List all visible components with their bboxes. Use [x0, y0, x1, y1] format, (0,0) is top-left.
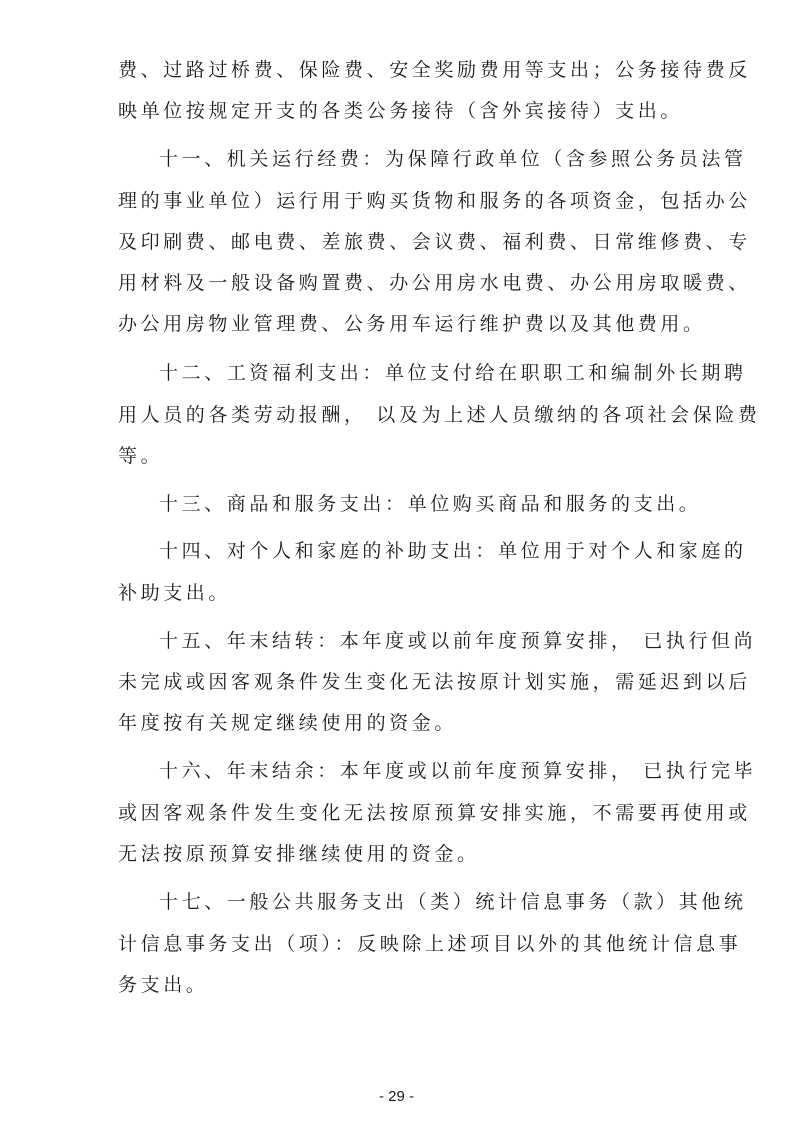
text-line: 十五、年末结转：本年度或以前年度预算安排， 已执行但尚 — [159, 630, 757, 652]
text-line: 十六、年末结余：本年度或以前年度预算安排， 已执行完毕 — [159, 760, 757, 782]
text-line: 映单位按规定开支的各类公务接待（含外宾接待）支出。 — [118, 100, 684, 122]
text-line: 或因客观条件发生变化无法按原预算安排实施，不需要再使用或 — [118, 802, 751, 824]
text-line: 务支出。 — [118, 974, 209, 996]
text-line: 办公用房物业管理费、公务用车运行维护费以及其他费用。 — [118, 313, 706, 335]
text-line: 十四、对个人和家庭的补助支出：单位用于对个人和家庭的 — [159, 540, 747, 562]
text-line: 未完成或因客观条件发生变化无法按原计划实施，需延迟到以后 — [118, 671, 751, 693]
text-line: 费、过路过桥费、保险费、安全奖励费用等支出；公务接待费反 — [118, 59, 751, 81]
text-line: 十一、机关运行经费：为保障行政单位（含参照公务员法管 — [159, 148, 747, 170]
text-line: 计信息事务支出（项）：反映除上述项目以外的其他统计信息事 — [118, 933, 742, 955]
text-line: 年度按有关规定继续使用的资金。 — [118, 712, 458, 734]
text-line: 十三、商品和服务支出：单位购买商品和服务的支出。 — [159, 493, 702, 515]
page-number: - 29 - — [378, 1088, 414, 1105]
text-line: 补助支出。 — [118, 582, 232, 604]
text-line: 十二、工资福利支出：单位支付给在职职工和编制外长期聘 — [159, 362, 747, 384]
text-line: 十七、一般公共服务支出（类）统计信息事务（款）其他统 — [159, 891, 747, 913]
text-line: 等。 — [118, 445, 164, 467]
text-line: 用材料及一般设备购置费、办公用房水电费、办公用房取暖费、 — [118, 272, 751, 294]
text-line: 用人员的各类劳动报酬， 以及为上述人员缴纳的各项社会保险费 — [118, 404, 761, 426]
text-line: 无法按原预算安排继续使用的资金。 — [118, 843, 480, 865]
text-line: 理的事业单位）运行用于购买货物和服务的各项资金，包括办公 — [118, 190, 751, 212]
text-line: 及印刷费、邮电费、差旅费、会议费、福利费、日常维修费、专 — [118, 231, 751, 253]
